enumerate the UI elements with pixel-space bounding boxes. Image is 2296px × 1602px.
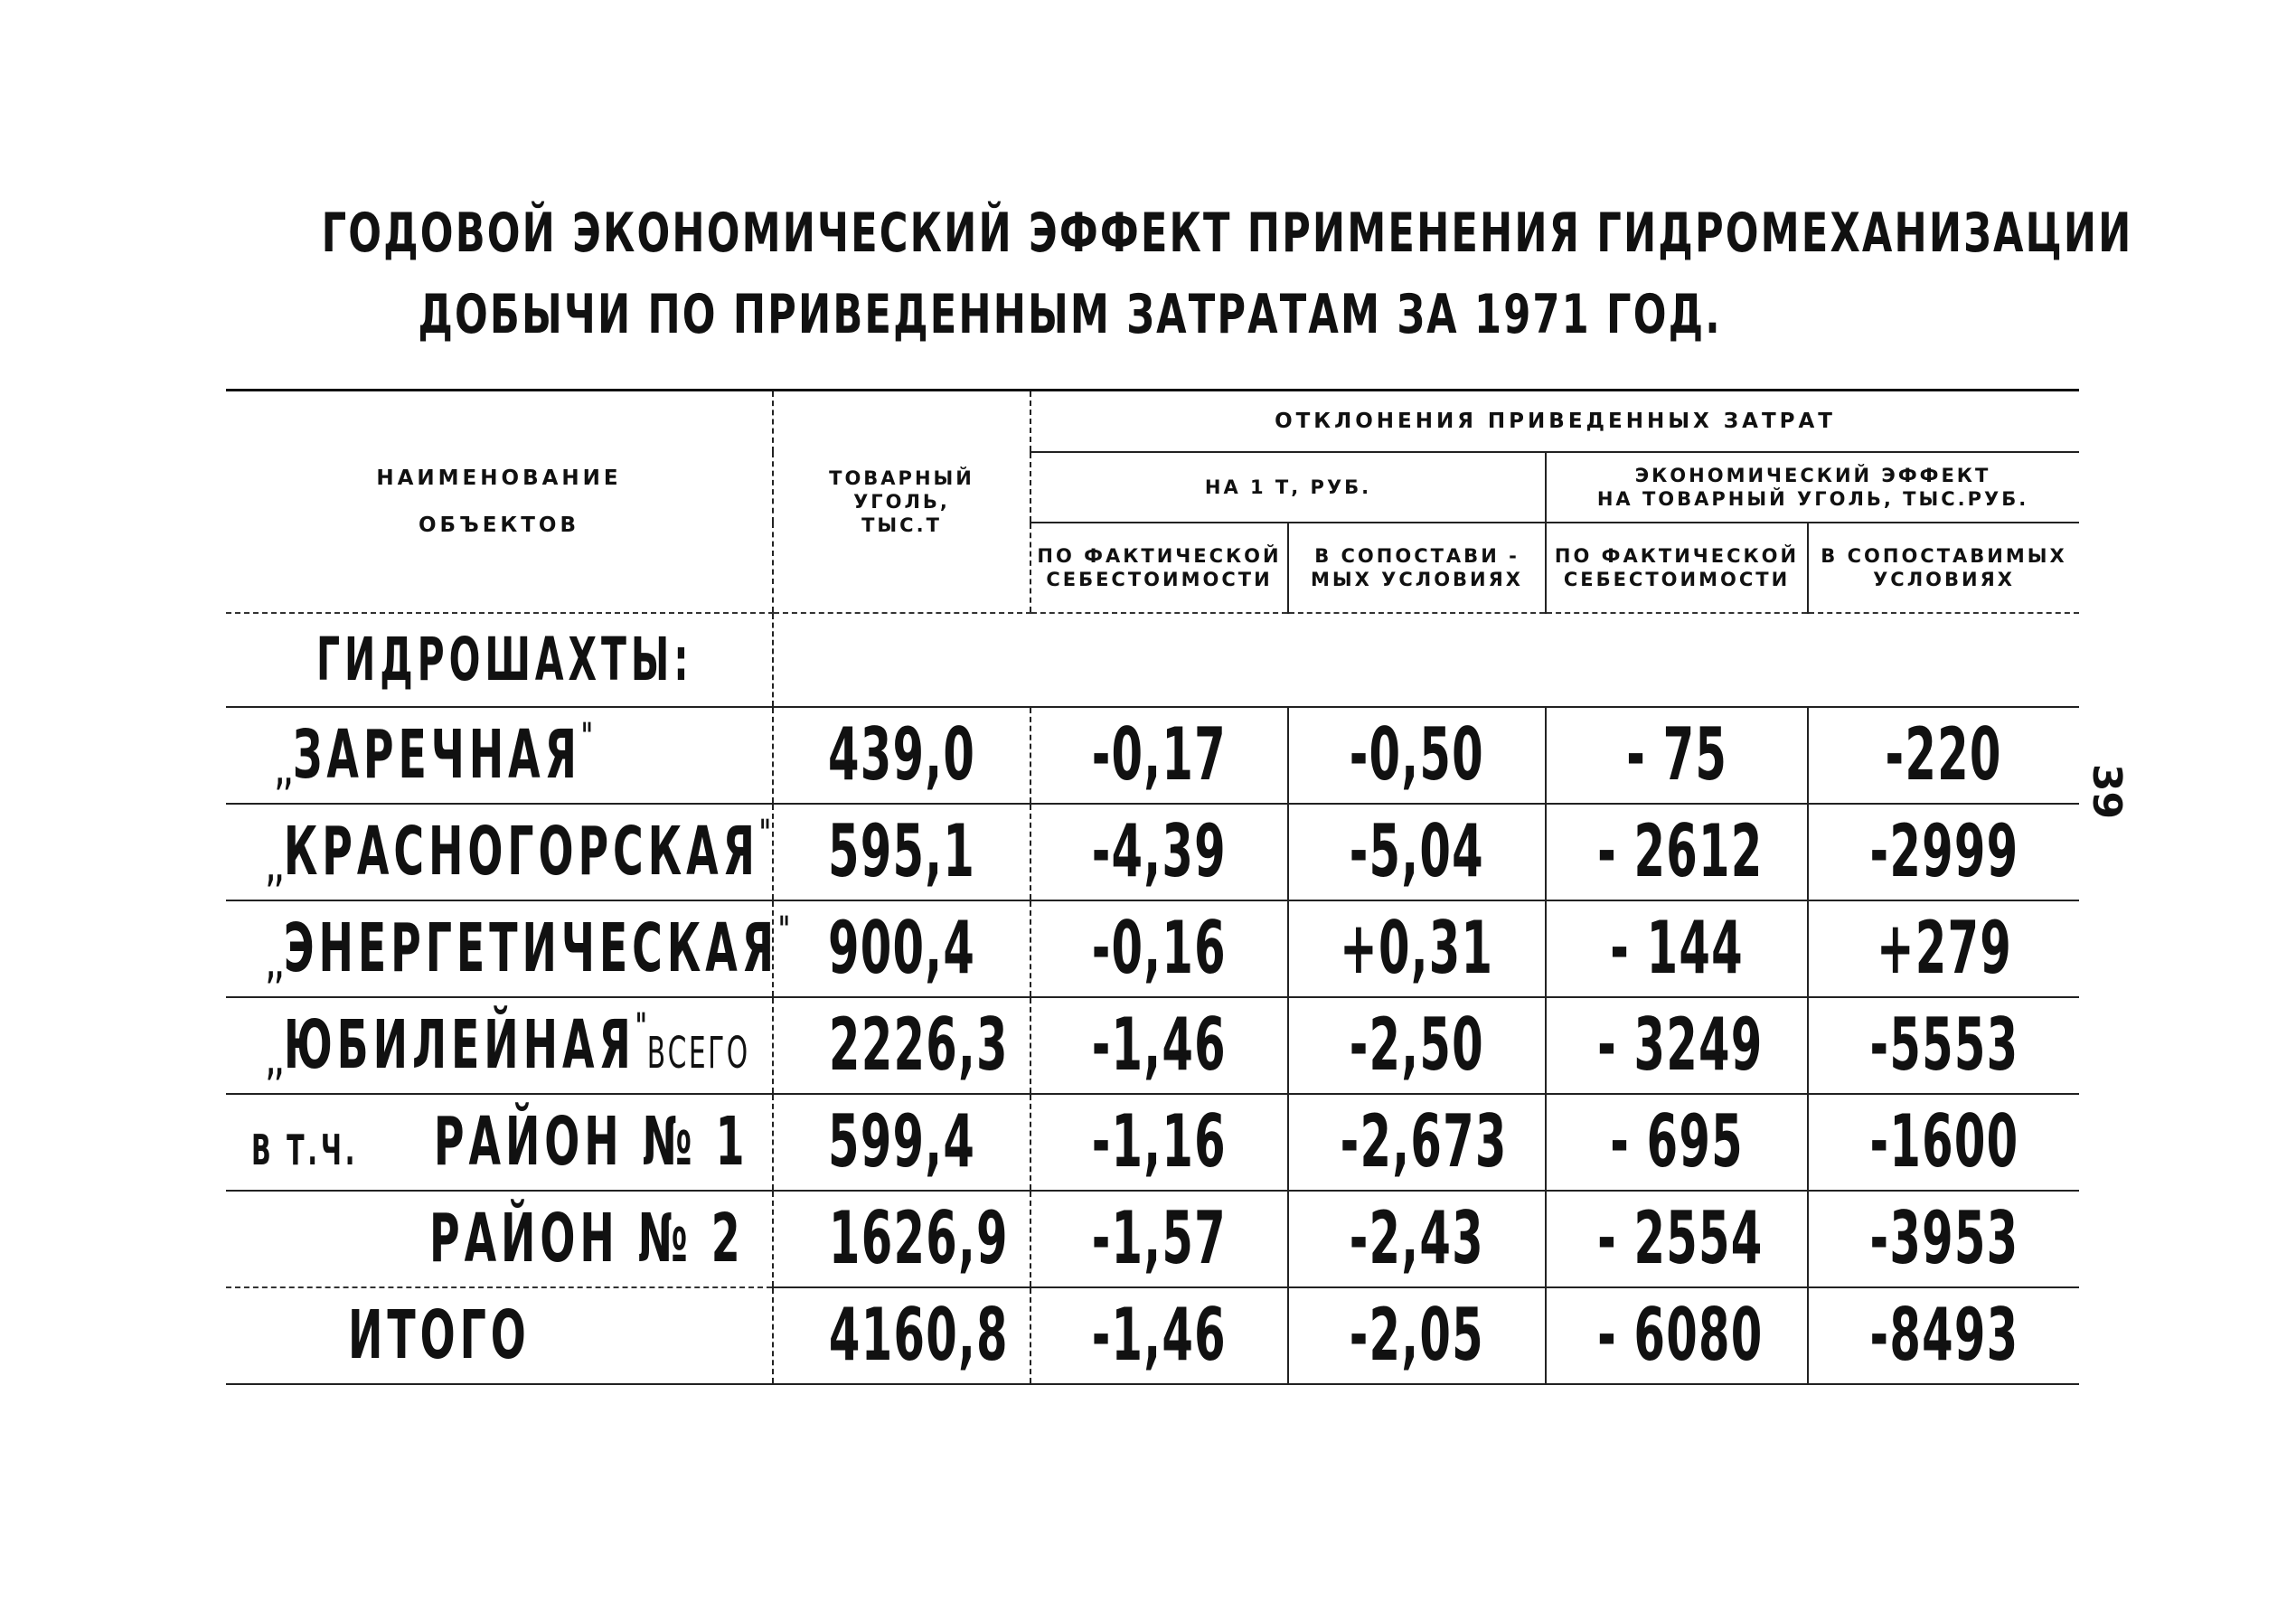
cell-coal: 595,1 [773, 804, 1030, 900]
header-sub-comparable-line-2: МЫХ УСЛОВИЯХ [1311, 568, 1523, 590]
table-row [226, 707, 2079, 804]
header-sub-comparable-2-line-2: УСЛОВИЯХ [1873, 568, 2015, 590]
row-label-cell [226, 900, 790, 997]
header-sub-actual-line-2: СЕБЕСТОИМОСТИ [1046, 568, 1273, 590]
cell-eff-actual: - 2554 [1546, 1191, 1808, 1287]
table-row [226, 804, 2079, 900]
cell-coal: 2226,3 [773, 997, 1030, 1094]
header-sub-comparable-line-1: В СОПОСТАВИ - [1314, 544, 1520, 567]
row-label-cell [226, 1287, 773, 1384]
header-coal [773, 391, 1030, 613]
cell-dev-actual: -1,16 [1030, 1094, 1288, 1191]
cell-eff-comp: +279 [1808, 900, 2079, 997]
section-row [226, 613, 2079, 707]
cell-coal: 4160,8 [773, 1287, 1030, 1384]
header-sub-actual-2 [1546, 523, 1808, 613]
cell-eff-actual: - 144 [1546, 900, 1808, 997]
section-label-cell [226, 613, 773, 707]
cell-dev-comp: -2,05 [1288, 1287, 1546, 1384]
header-sub-actual [1030, 523, 1288, 613]
section-empty-cell [773, 613, 2079, 707]
header-sub-comparable-2 [1808, 523, 2079, 613]
cell-dev-actual: -1,46 [1030, 1287, 1288, 1384]
header-coal-line-2: УГОЛЬ, [853, 490, 950, 513]
header-sub-actual-2-line-2: СЕБЕСТОИМОСТИ [1563, 568, 1791, 590]
cell-dev-actual: -1,57 [1030, 1191, 1288, 1287]
page-number: 39 [2084, 763, 2131, 820]
table-row [226, 1191, 2079, 1287]
header-deviation-group: ОТКЛОНЕНИЯ ПРИВЕДЕННЫХ ЗАТРАТ [1030, 391, 2079, 452]
cell-dev-actual: -1,46 [1030, 997, 1288, 1094]
row-label-cell [226, 1094, 773, 1191]
row-label-total: ИТОГО [348, 1296, 531, 1374]
header-per-ton: НА 1 Т, РУБ. [1030, 452, 1546, 523]
cell-dev-comp: +0,31 [1288, 900, 1546, 997]
section-label: ГИДРОШАХТЫ: [316, 625, 693, 694]
cell-dev-comp: -5,04 [1288, 804, 1546, 900]
row-label: В Т.Ч. РАЙОН № 1 [251, 1103, 749, 1181]
data-table [226, 389, 2079, 1385]
header-name [226, 391, 773, 613]
row-label: ,,ЭНЕРГЕТИЧЕСКАЯ" [267, 909, 790, 987]
title-line-2: ДОБЫЧИ ПО ПРИВЕДЕННЫМ ЗАТРАТАМ ЗА 1971 ГОД. [418, 283, 1722, 346]
cell-eff-actual: - 6080 [1546, 1287, 1808, 1384]
cell-dev-comp: -0,50 [1288, 707, 1546, 804]
cell-dev-comp: -2,50 [1288, 997, 1546, 1094]
effect-table [226, 389, 2079, 1401]
cell-eff-actual: - 2612 [1546, 804, 1808, 900]
header-effect-group [1546, 452, 2079, 523]
row-label-cell [226, 1191, 773, 1287]
cell-eff-comp: -1600 [1808, 1094, 2079, 1191]
title-line-1: ГОДОВОЙ ЭКОНОМИЧЕСКИЙ ЭФФЕКТ ПРИМЕНЕНИЯ ГИДРОМЕХАНИЗАЦИИ [321, 202, 2133, 265]
cell-dev-comp: -2,43 [1288, 1191, 1546, 1287]
row-label-cell [226, 997, 773, 1094]
header-sub-comparable [1288, 523, 1546, 613]
cell-dev-comp: -2,673 [1288, 1094, 1546, 1191]
row-label: ,,КРАСНОГОРСКАЯ" [267, 813, 771, 891]
cell-dev-actual: -0,16 [1030, 900, 1288, 997]
cell-eff-comp: -2999 [1808, 804, 2079, 900]
row-label-cell [226, 804, 773, 900]
header-effect-line-2: НА ТОВАРНЫЙ УГОЛЬ, ТЫС.РУБ. [1596, 487, 2029, 510]
cell-coal: 900,4 [773, 900, 1030, 997]
row-label: РАЙОН № 2 [429, 1200, 745, 1277]
header-name-line-2: ОБЪЕКТОВ [419, 513, 579, 537]
cell-coal: 439,0 [773, 707, 1030, 804]
header-coal-line-3: ТЫС.Т [861, 514, 942, 536]
table-row [226, 997, 2079, 1094]
table-row [226, 1094, 2079, 1191]
header-sub-comparable-2-line-1: В СОПОСТАВИМЫХ [1821, 544, 2067, 567]
cell-eff-actual: - 3249 [1546, 997, 1808, 1094]
cell-coal: 599,4 [773, 1094, 1030, 1191]
table-row [226, 900, 2079, 997]
cell-eff-actual: - 75 [1546, 707, 1808, 804]
cell-eff-actual: - 695 [1546, 1094, 1808, 1191]
cell-coal: 1626,9 [773, 1191, 1030, 1287]
cell-eff-comp: -220 [1808, 707, 2079, 804]
header-sub-actual-2-line-1: ПО ФАКТИЧЕСКОЙ [1554, 544, 1800, 567]
cell-eff-comp: -3953 [1808, 1191, 2079, 1287]
header-sub-actual-line-1: ПО ФАКТИЧЕСКОЙ [1037, 544, 1282, 567]
row-label-cell [226, 707, 773, 804]
table-row-total [226, 1287, 2079, 1384]
cell-eff-comp: -5553 [1808, 997, 2079, 1094]
header-name-line-1: НАИМЕНОВАНИЕ [376, 466, 622, 490]
row-label: ,,ЗАРЕЧНАЯ" [276, 716, 593, 794]
cell-dev-actual: -4,39 [1030, 804, 1288, 900]
cell-dev-actual: -0,17 [1030, 707, 1288, 804]
row-label: ,,ЮБИЛЕЙНАЯ"ВСЕГО [267, 1006, 750, 1084]
header-coal-line-1: ТОВАРНЫЙ [829, 466, 974, 489]
header-effect-line-1: ЭКОНОМИЧЕСКИЙ ЭФФЕКТ [1634, 464, 1991, 486]
cell-eff-comp: -8493 [1808, 1287, 2079, 1384]
